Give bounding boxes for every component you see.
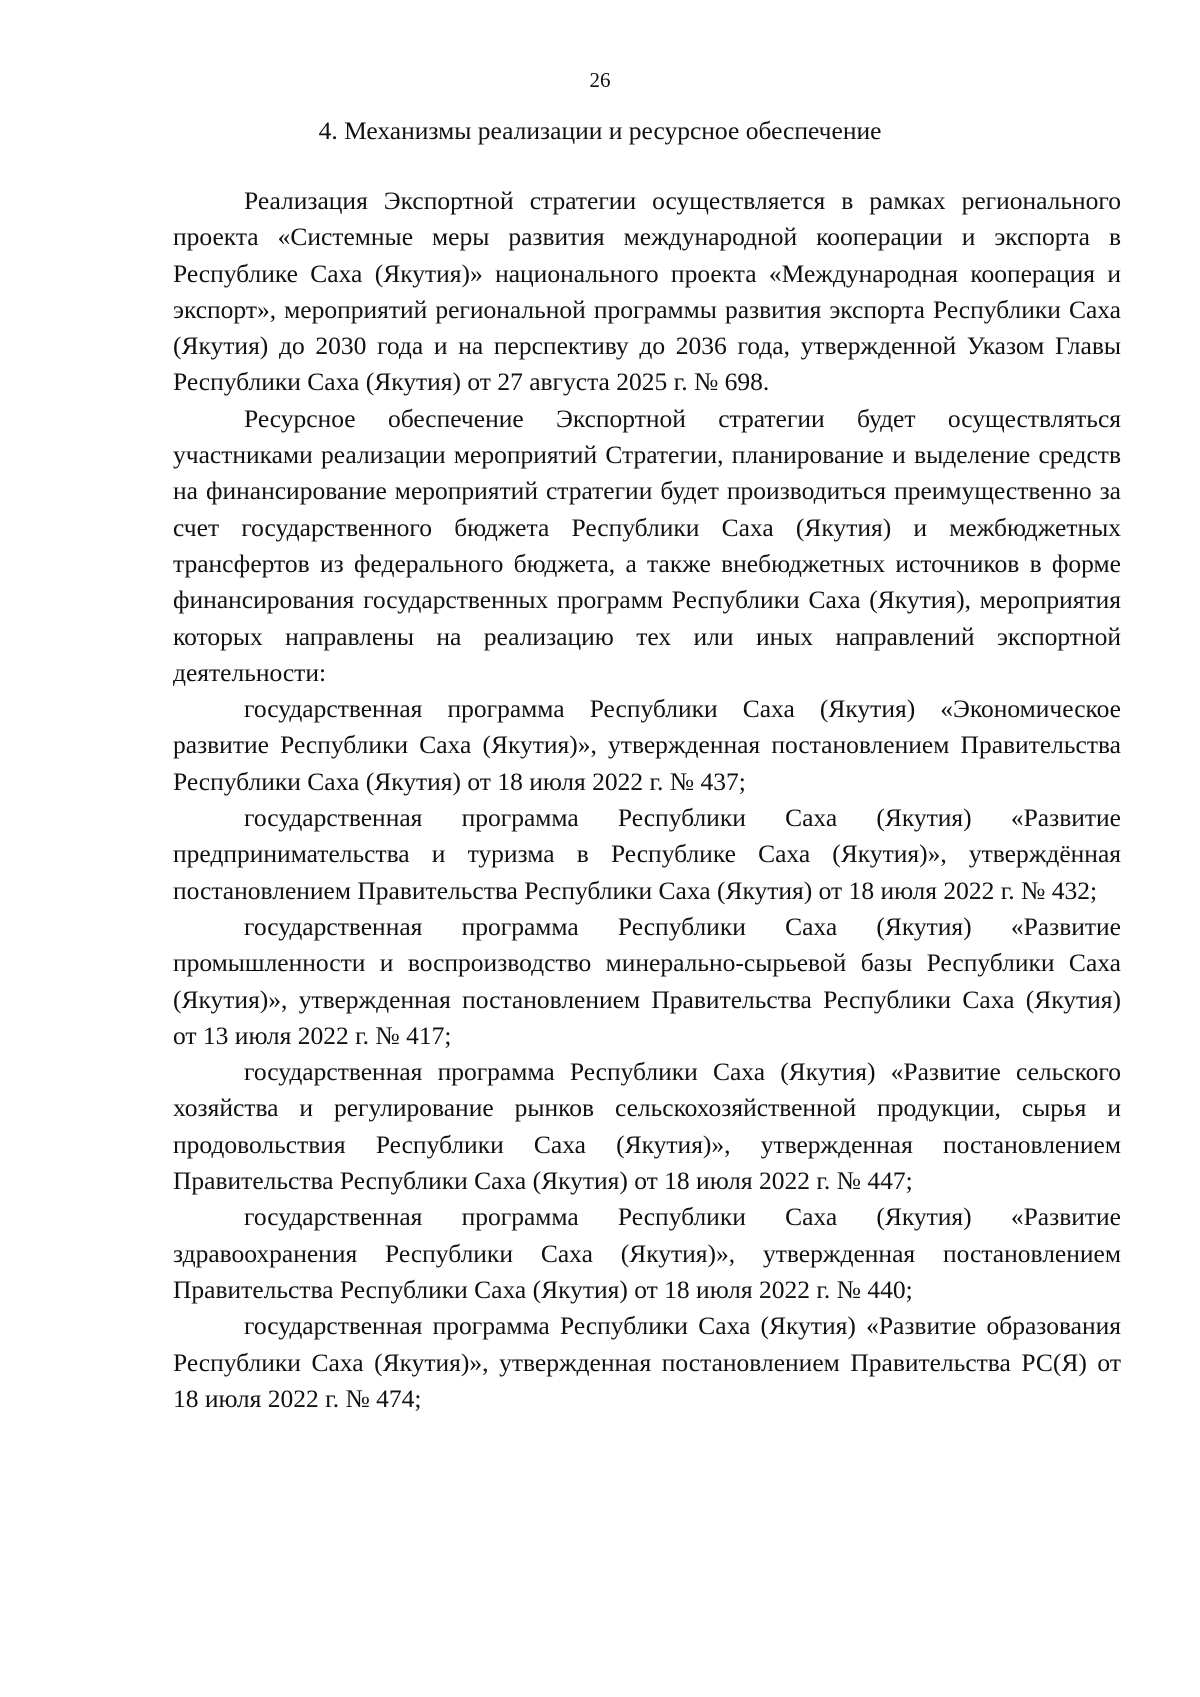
paragraph-implementation: Реализация Экспортной стратегии осуществляется в рамках регионального проекта «Системные меры развития международной кооперации и экспорта в Республике Саха (Якутия)» национального проекта «Международная кооперация и экспорт», мероприятий региональной программы развития экспорта Республики Саха (Якутия) до 2030 года и на перспективу до 2036 года, утвержденной Указом Главы Республики Саха (Якутия) от 27 августа 2025 г. № 698. — [173, 186, 1121, 397]
section-heading: 4. Механизмы реализации и ресурсное обеспечение — [318, 116, 882, 145]
list-item-program-education: государственная программа Республики Саха (Якутия) «Развитие образования Республики Саха (Якутия)», утвержденная постановлением Правительства РС(Я) от 18 июля 2022 г. № 474; — [173, 1311, 1121, 1413]
body-text — [173, 183, 1121, 1417]
list-item-program-agriculture: государственная программа Республики Саха (Якутия) «Развитие сельского хозяйства и регулирование рынков сельскохозяйственной продукции, сырья и продовольствия Республики Саха (Якутия)», утвержденная постановлением Правительства Республики Саха (Якутия) от 18 июля 2022 г. № 447; — [173, 1057, 1121, 1196]
list-item-program-entrepreneurship-tourism: государственная программа Республики Саха (Якутия) «Развитие предпринимательства и туризма в Республике Саха (Якутия)», утверждённая постановлением Правительства Республики Саха (Якутия) от 18 июля 2022 г. № 432; — [173, 803, 1121, 905]
page-number: 26 — [589, 68, 611, 92]
list-item-program-industry-minerals: государственная программа Республики Саха (Якутия) «Развитие промышленности и воспроизводство минерально-сырьевой базы Республики Саха (Якутия)», утвержденная постановлением Правительства Республики Саха (Якутия) от 13 июля 2022 г. № 417; — [173, 911, 1121, 1050]
list-item-program-healthcare: государственная программа Республики Саха (Якутия) «Развитие здравоохранения Республики Саха (Якутия)», утвержденная постановлением Правительства Республики Саха (Якутия) от 18 июля 2022 г. № 440; — [173, 1202, 1121, 1304]
list-item-program-economic-development: государственная программа Республики Саха (Якутия) «Экономическое развитие Республики Саха (Якутия)», утвержденная постановлением Правительства Республики Саха (Якутия) от 18 июля 2022 г. № 437; — [173, 694, 1121, 796]
paragraph-resource-provision: Ресурсное обеспечение Экспортной стратегии будет осуществляться участниками реализации мероприятий Стратегии, планирование и выделение средств на финансирование мероприятий стратегии будет производиться преимущественно за счет государственного бюджета Республики Саха (Якутия) и межбюджетных трансфертов из федерального бюджета, а также внебюджетных источников в форме финансирования государственных программ Республики Саха (Якутия), мероприятия которых направлены на реализацию тех или иных направлений экспортной деятельности: — [173, 403, 1121, 687]
